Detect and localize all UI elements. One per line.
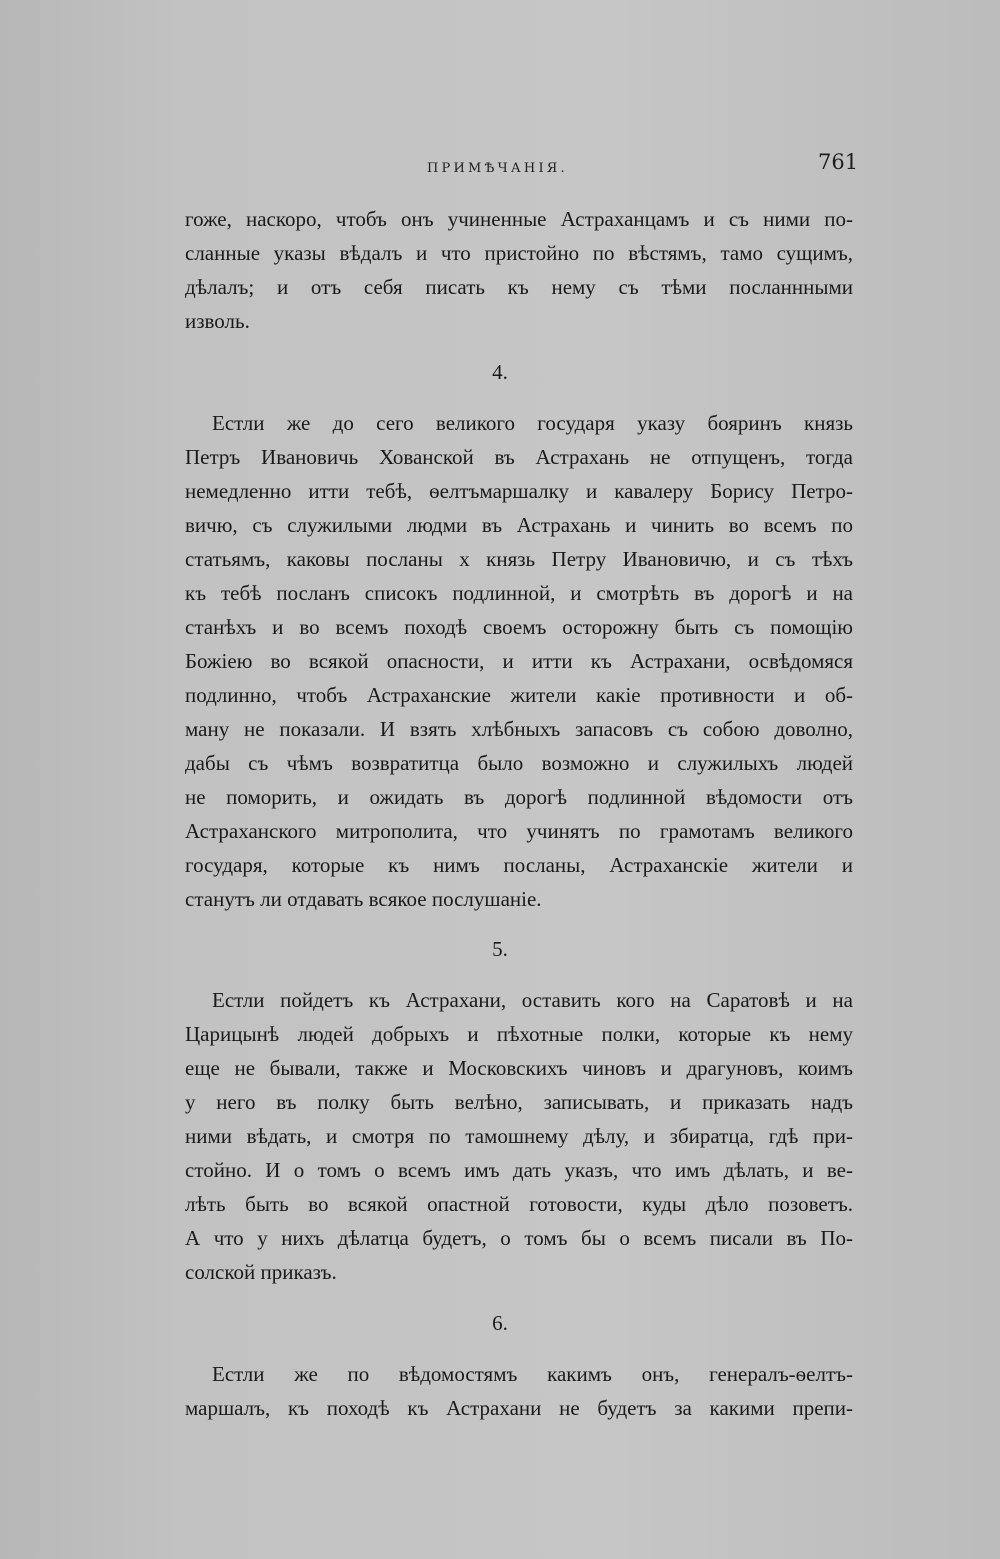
text-line: гоже, наскоро, чтобъ онъ учиненные Астраханцамъ и съ ними по-	[185, 207, 853, 231]
text-line: изволь.	[185, 309, 250, 333]
section-number-label: 4.	[492, 360, 508, 384]
text-line: Астраханского митрополита, что учинятъ по грамотамъ великого	[185, 819, 853, 843]
text-line: станутъ ли отдавать всякое послушаніе.	[185, 887, 542, 911]
text-line: сланные указы вѣдалъ и что пристойно по вѣстямъ, тамо сущимъ,	[185, 241, 853, 265]
text-line: не поморить, и ожидать въ дорогѣ подлинной вѣдомости отъ	[185, 785, 853, 809]
text-line: лѣть быть во всякой опастной готовости, куды дѣло позоветъ.	[185, 1192, 853, 1216]
text-line: у него въ полку быть велѣно, записывать, и приказать надъ	[185, 1090, 853, 1114]
text-line: Естли же до сего великого государя указу бояринъ князь	[212, 411, 853, 435]
text-line: солской приказъ.	[185, 1260, 337, 1284]
text-line: ману не показали. И взять хлѣбныхъ запасовъ съ собою доволно,	[185, 717, 853, 741]
text-line: Естли пойдетъ къ Астрахани, оставить кого на Саратовѣ и на	[212, 988, 853, 1012]
text-line: Петръ Ивановичь Хованской въ Астрахань не отпущенъ, тогда	[185, 445, 853, 469]
section-number-label: 5.	[492, 937, 508, 961]
page-number: 761	[818, 150, 859, 174]
section-number-5	[0, 932, 1000, 966]
text-line: станѣхъ и во всемъ походѣ своемъ осторожну быть съ помощію	[185, 615, 853, 639]
text-line: государя, которые къ нимъ посланы, Астраханскіе жители и	[185, 853, 853, 877]
text-line: дѣлалъ; и отъ себя писать къ нему съ тѣми посланнными	[185, 275, 853, 299]
text-line: ними вѣдать, и смотря по тамошнему дѣлу, и збиратца, гдѣ при-	[185, 1124, 853, 1148]
text-line: стойно. И о томъ о всемъ имъ дать указъ, что имъ дѣлать, и ве-	[185, 1158, 853, 1182]
text-line: Божіею во всякой опасности, и итти къ Астрахани, освѣдомяся	[185, 649, 853, 673]
text-line: статьямъ, каковы посланы х князь Петру Ивановичю, и съ тѣхъ	[185, 547, 853, 571]
text-line: Естли же по вѣдомостямъ какимъ онъ, генералъ-ѳелтъ-	[212, 1362, 853, 1386]
text-line: вичю, съ служилыми людми въ Астрахань и чинить во всемъ по	[185, 513, 853, 537]
text-line: подлинно, чтобъ Астраханские жители какіе противности и об-	[185, 683, 853, 707]
text-line: къ тебѣ посланъ списокъ подлинной, и смотрѣть въ дорогѣ и на	[185, 581, 853, 605]
text-line: Царицынѣ людей добрыхъ и пѣхотные полки, которые къ нему	[185, 1022, 853, 1046]
text-line: немедленно итти тебѣ, ѳелтъмаршалку и кавалеру Борису Петро-	[185, 479, 853, 503]
text-line: еще не бывали, также и Московскихъ чиновъ и драгуновъ, коимъ	[185, 1056, 853, 1080]
section-number-label: 6.	[492, 1311, 508, 1335]
text-line: дабы съ чѣмъ возвратитца было возможно и служилыхъ людей	[185, 751, 853, 775]
section-number-6	[0, 1306, 1000, 1340]
running-header: ПРИМѢЧАНІЯ.	[427, 161, 568, 176]
text-line: маршалъ, къ походѣ къ Астрахани не будетъ за какими препи-	[185, 1396, 853, 1420]
text-line: А что у нихъ дѣлатца будетъ, о томъ бы о всемъ писали въ По-	[185, 1226, 853, 1250]
section-number-4	[0, 355, 1000, 389]
